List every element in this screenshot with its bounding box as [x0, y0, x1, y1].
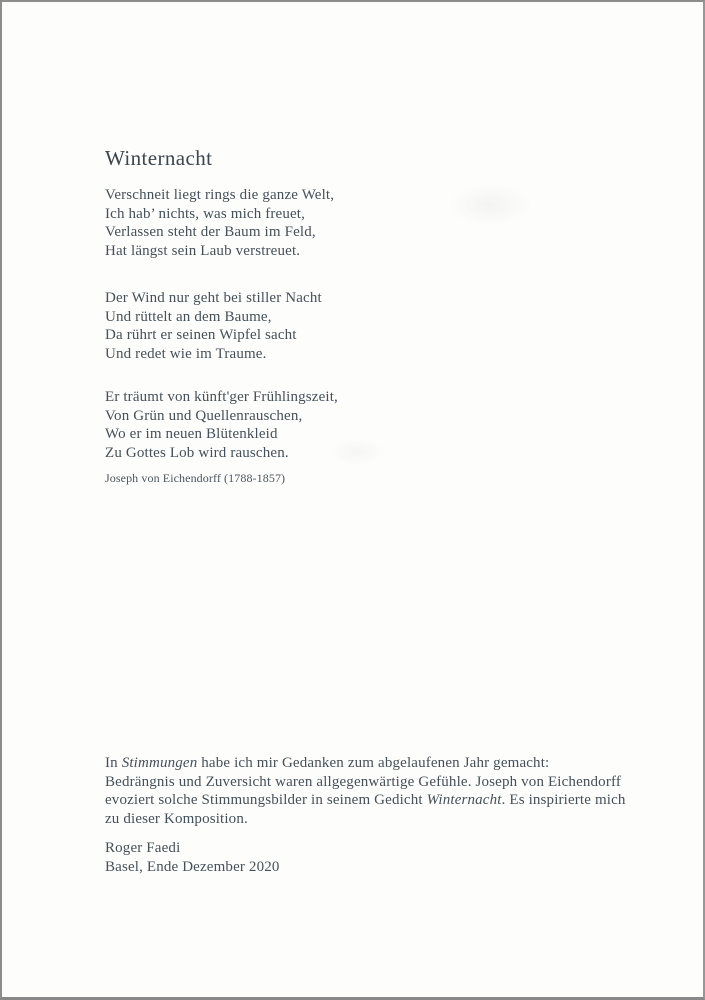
- text-segment: . Es inspirierte mich: [501, 792, 626, 808]
- text-line: Von Grün und Quellenrauschen,: [105, 407, 303, 424]
- italic-text-segment: Winternacht: [426, 792, 502, 808]
- text-line: Hat längst sein Laub verstreuet.: [105, 242, 301, 259]
- text-line: Der Wind nur geht bei stiller Nacht: [105, 290, 322, 306]
- text-line: Verschneit liegt rings die ganze Welt,: [105, 187, 335, 203]
- text-line: Da rührt er seinen Wipfel sacht: [105, 327, 297, 343]
- text-line: [105, 754, 626, 773]
- signature-block: [105, 839, 280, 877]
- closing-paragraph: [105, 754, 626, 828]
- text-segment: Bedrängnis und Zuversicht waren allgegenwärtige Gefühle. Joseph von Eichendorff: [105, 773, 621, 790]
- text-line: Und rüttelt an dem Baume,: [105, 308, 272, 325]
- poem-attribution: Joseph von Eichendorff (1788-1857): [105, 471, 286, 485]
- text-line: Und redet wie im Traume.: [105, 345, 267, 362]
- text-segment: habe ich mir Gedanken zum abgelaufenen Jahr gemacht:: [197, 755, 550, 771]
- text-line: [105, 773, 626, 792]
- poem-stanza-1: [105, 186, 334, 260]
- poem-stanza-3: [105, 388, 338, 462]
- poem-stanza-2: [105, 289, 322, 363]
- text-line: Wo er im neuen Blütenkleid: [105, 426, 278, 442]
- text-line: Er träumt von künft'ger Frühlingszeit,: [105, 389, 338, 405]
- italic-text-segment: Stimmungen: [121, 755, 198, 771]
- text-segment: evoziert solche Stimmungsbilder in seinem Gedicht: [105, 792, 427, 808]
- text-line: Zu Gottes Lob wird rauschen.: [105, 444, 289, 461]
- text-line: [105, 810, 626, 829]
- poem-title: Winternacht: [105, 146, 213, 170]
- text-line: [105, 791, 626, 810]
- text-line: Verlassen steht der Baum im Feld,: [105, 224, 316, 240]
- text-segment: In: [105, 755, 122, 771]
- text-line: Ich hab’ nichts, was mich freuet,: [105, 205, 306, 222]
- signature-name: Roger Faedi: [105, 840, 181, 856]
- text-segment: zu dieser Komposition.: [105, 810, 248, 827]
- signature-place-date: Basel, Ende Dezember 2020: [105, 859, 280, 875]
